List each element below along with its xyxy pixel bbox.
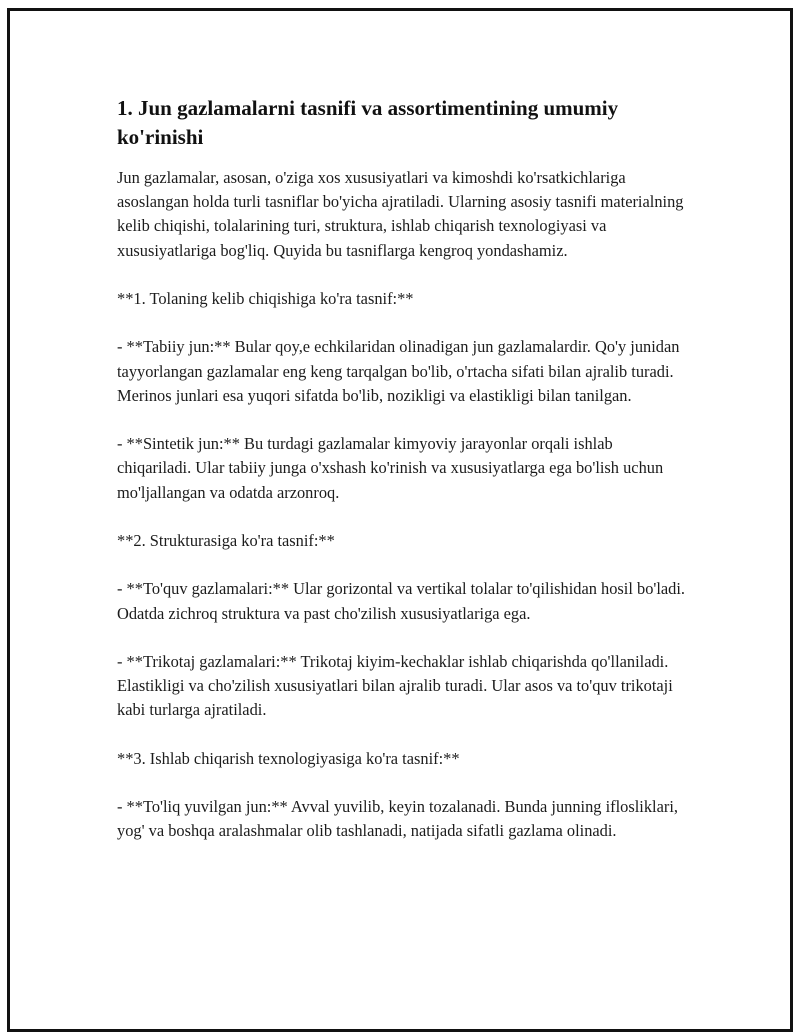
subheading-technology: **3. Ishlab chiqarish texnologiyasiga ko'ra tasnif:**: [117, 748, 460, 768]
item-synthetic-wool: - **Sintetik jun:** Bu turdagi gazlamalar kimyoviy jarayonlar orqali ishlab chiqariladi. Ular tabiiy junga o'xshash ko'rinish va xususiyatlarga ega bo'lish uchun mo'ljallangan va odatda arzonroq.: [117, 434, 664, 502]
intro-paragraph: Jun gazlamalar, asosan, o'ziga xos xususiyatlari va kimoshdi ko'rsatkichlariga asoslangan holda turli tasniflar bo'yicha ajratiladi. Ularning asosiy tasnifi materialning kelib chiqishi, tolalarining turi, struktura, ishlab chiqarish texnologiyasi va xususiyatlariga bog'liq. Quyida bu tasniflarga kengroq yondashamiz.: [117, 168, 684, 260]
document-body: [117, 94, 687, 844]
item-knitted-fabrics: - **Trikotaj gazlamalari:** Trikotaj kiyim-kechaklar ishlab chiqarishda qo'llaniladi. Elastikligi va cho'zilish xususiyatlari bilan ajralib turadi. Ular asos va to'quv trikotaji kabi turlarga ajratiladi.: [117, 651, 673, 720]
item-woven-fabrics: - **To'quv gazlamalari:** Ular gorizontal va vertikal tolalar to'qilishidan hosil bo'ladi. Odatda zichroq struktura va past cho'zilish xususiyatlariga ega.: [117, 579, 686, 623]
item-natural-wool: - **Tabiiy jun:** Bular qoy,e echkilaridan olinadigan jun gazlamalardir. Qo'y junidan tayyorlangan gazlamalar eng keng tarqalgan bo'lib, o'rtacha sifati bilan ajralib turadi. Merinos junlari esa yuqori sifatda bo'lib, nozikligi va elastikligi bilan tanilgan.: [117, 337, 680, 405]
section-title: 1. Jun gazlamalarni tasnifi va assortimentining umumiy ko'rinishi: [117, 96, 619, 149]
subheading-origin: **1. Tolaning kelib chiqishiga ko'ra tasnif:**: [117, 289, 414, 308]
item-washed-wool: - **To'liq yuvilgan jun:** Avval yuvilib, keyin tozalanadi. Bunda junning iflosliklari, yog' va boshqa aralashmalar olib tashlanadi, natijada sifatli gazlama olinadi.: [117, 797, 678, 841]
subheading-structure: **2. Strukturasiga ko'ra tasnif:**: [117, 530, 335, 550]
